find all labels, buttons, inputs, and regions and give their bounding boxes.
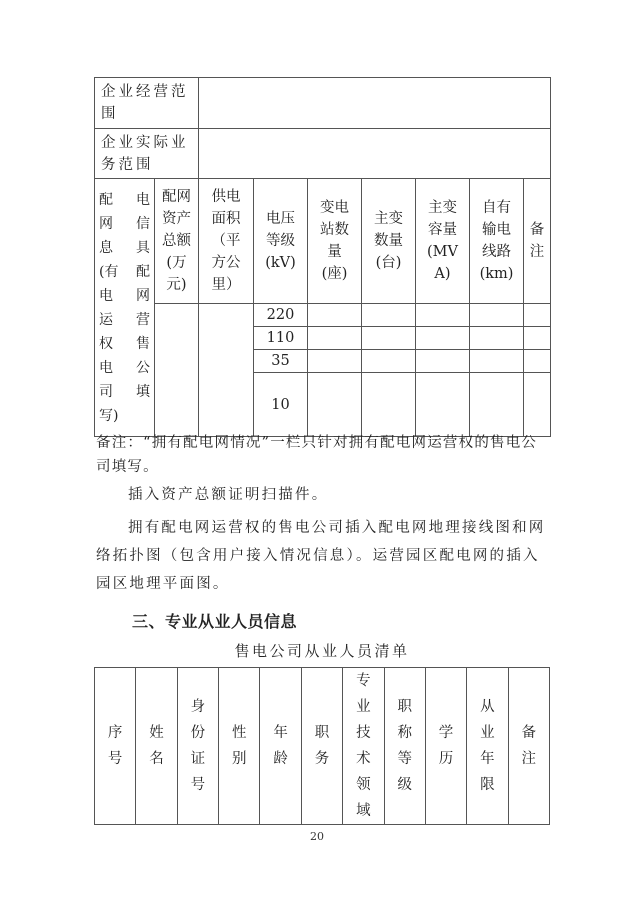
actual-scope-value[interactable] bbox=[199, 129, 551, 179]
staff-header-cell: 备注 bbox=[508, 668, 549, 825]
header-remarks: 备注 bbox=[524, 179, 551, 304]
voltage-220: 220 bbox=[254, 304, 308, 327]
table-caption: 售电公司从业人员清单 bbox=[234, 642, 410, 660]
header-transformer-capacity: 主变容量(MVA) bbox=[416, 179, 470, 304]
staff-header-cell: 从业年限 bbox=[467, 668, 508, 825]
voltage-110: 110 bbox=[254, 327, 308, 350]
section-heading: 三、专业从业人员信息 bbox=[132, 612, 298, 631]
cell[interactable] bbox=[416, 304, 470, 327]
voltage-35: 35 bbox=[254, 350, 308, 373]
paragraph-grid-maps: 拥有配电网运营权的售电公司插入配电网地理接线图和网络拓扑图（包含用户接入情况信息）。运营园区配电网的插入园区地理平面图。 bbox=[96, 520, 546, 592]
cell[interactable] bbox=[308, 350, 362, 373]
actual-scope-label: 企业实际业务范围 bbox=[95, 129, 199, 179]
staff-header-cell: 年龄 bbox=[260, 668, 301, 825]
cell[interactable] bbox=[416, 327, 470, 350]
area-value[interactable] bbox=[199, 304, 254, 437]
cell[interactable] bbox=[470, 327, 524, 350]
cell[interactable] bbox=[308, 304, 362, 327]
header-lines: 自有输电线路(km) bbox=[470, 179, 524, 304]
staff-header-cell: 学历 bbox=[425, 668, 466, 825]
business-scope-label: 企业经营范围 bbox=[95, 78, 199, 129]
staff-header-cell: 职务 bbox=[301, 668, 342, 825]
cell[interactable] bbox=[524, 327, 551, 350]
cell[interactable] bbox=[524, 304, 551, 327]
header-area: 供电面积（平方公里） bbox=[199, 179, 254, 304]
staff-header-cell: 姓名 bbox=[136, 668, 177, 825]
staff-header-cell: 专业技术领域 bbox=[343, 668, 384, 825]
header-transformer-count: 主变数量(台) bbox=[362, 179, 416, 304]
grid-info-label: 配网息(有电运权电司写) 电信具配网营售公填 bbox=[95, 179, 155, 437]
grid-info-table bbox=[94, 77, 551, 437]
cell[interactable] bbox=[362, 373, 416, 437]
paragraph-assets-scan: 插入资产总额证明扫描件。 bbox=[128, 487, 329, 503]
cell[interactable] bbox=[470, 304, 524, 327]
assets-value[interactable] bbox=[155, 304, 199, 437]
staff-header-cell: 身份证号 bbox=[177, 668, 218, 825]
cell[interactable] bbox=[524, 350, 551, 373]
staff-header-cell: 性别 bbox=[219, 668, 260, 825]
cell[interactable] bbox=[470, 350, 524, 373]
cell[interactable] bbox=[470, 373, 524, 437]
table-note: 备注：“拥有配电网情况”一栏只针对拥有配电网运营权的售电公司填写。 bbox=[96, 435, 538, 475]
voltage-10: 10 bbox=[254, 373, 308, 437]
staff-table bbox=[94, 667, 550, 825]
header-assets: 配网资产总额(万元) bbox=[155, 179, 199, 304]
cell[interactable] bbox=[308, 373, 362, 437]
cell[interactable] bbox=[362, 304, 416, 327]
page-number: 20 bbox=[310, 830, 324, 843]
cell[interactable] bbox=[362, 350, 416, 373]
cell[interactable] bbox=[308, 327, 362, 350]
business-scope-value[interactable] bbox=[199, 78, 551, 129]
cell[interactable] bbox=[416, 350, 470, 373]
cell[interactable] bbox=[416, 373, 470, 437]
header-substations: 变电站数量(座) bbox=[308, 179, 362, 304]
cell[interactable] bbox=[362, 327, 416, 350]
header-voltage: 电压等级(kV) bbox=[254, 179, 308, 304]
cell[interactable] bbox=[524, 373, 551, 437]
staff-header-cell: 职称等级 bbox=[384, 668, 425, 825]
staff-header-cell: 序号 bbox=[95, 668, 136, 825]
